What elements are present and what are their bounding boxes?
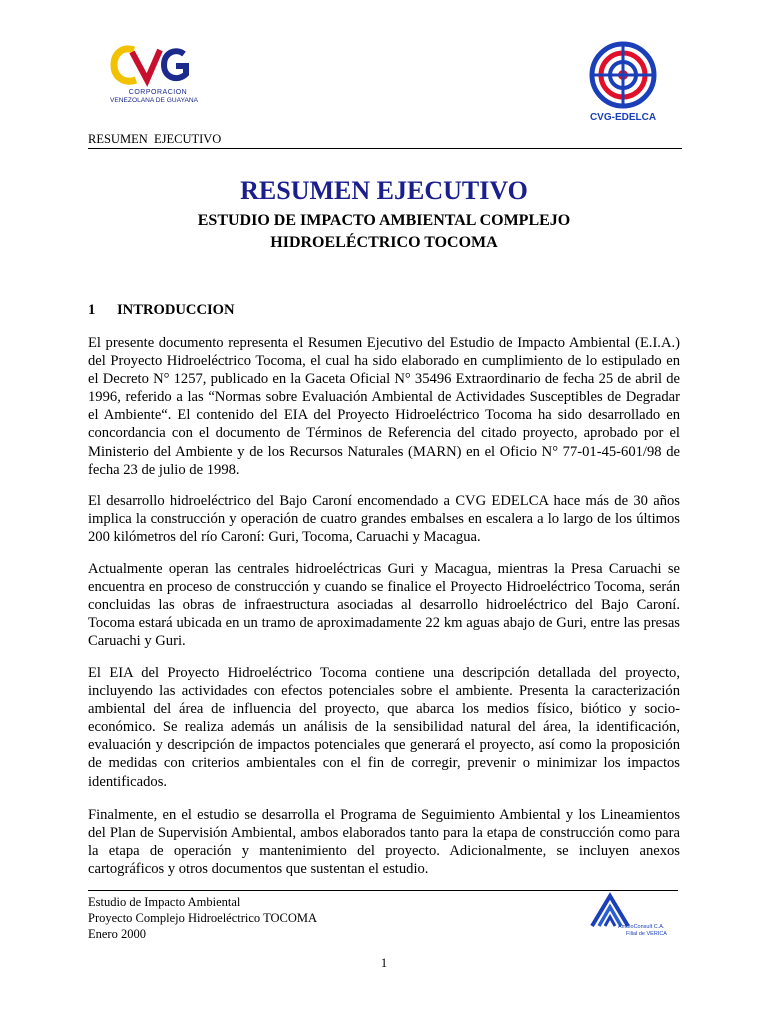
subtitle-line2: HIDROELÉCTRICO TOCOMA — [270, 234, 498, 251]
cvg-logo-line1: CORPORACION — [128, 89, 188, 96]
paragraph-1: El presente documento representa el Resumen Ejecutivo del Estudio de Impacto Ambiental (E.I.A.) del Proyecto Hidroeléctrico Tocoma, el cual ha sido elaborado en cumplimiento de lo estipulado en el Decreto N° 1257, publicado en la Gaceta Oficial N° 35496 Extraordinario de fecha 25 de abril de 1996, referido a las “Normas sobre Evaluación Ambiental de Actividades Susceptibles de Degradar el Ambiente“. El contenido del EIA del Proyecto Hidroeléctrico Tocoma ha sido desarrollado en concordancia con el documento de Términos de Referencia del citado proyecto, aprobado por el Ministerio del Ambiente y de los Recursos Naturales (MARN) en el Oficio N° 77-01-45-601/98 de fecha 23 de julio de 1998. — [88, 335, 680, 478]
footer-line3: Enero 2000 — [88, 927, 146, 941]
edelca-label: CVG-EDELCA — [589, 112, 657, 123]
section-heading: INTRODUCCION — [117, 302, 235, 318]
paragraph-2: El desarrollo hidroeléctrico del Bajo Caroní encomendado a CVG EDELCA hace más de 30 años implica la construcción y operación de cuatro grandes embalses en escalera a lo largo de los últimos 200 kilómetros del río Caroní: Guri, Tocoma, Caruachi y Macagua. — [88, 493, 680, 546]
subtitle-line1: ESTUDIO DE IMPACTO AMBIENTAL COMPLEJO — [197, 212, 571, 229]
footer-line2: Proyecto Complejo Hidroeléctrico TOCOMA — [88, 911, 318, 925]
section-number: 1 — [88, 302, 96, 318]
ambioconsult-arc-icon — [588, 892, 632, 928]
cvg-logo-mark — [92, 44, 212, 88]
page-number: 1 — [380, 956, 388, 970]
ambioconsult-logo — [588, 892, 678, 942]
paragraph-4: El EIA del Proyecto Hidroeléctrico Tocoma contiene una descripción detallada del proyecto, incluyendo las actividades con efectos potenciales sobre el ambiente. Presenta la caracterización ambiental del área de influencia del proyecto, que abarca los medios físico, biótico y socio-económico. Se realiza además un análisis de la sensibilidad natural del área, la identificación, evaluación y descripción de impactos potenciales que generará el proyecto, así como la proposición de medidas con criterios ambientales con el fin de corregir, prevenir o minimizar los impactos identificados. — [88, 665, 680, 790]
header-rule — [88, 148, 682, 149]
cvg-logo-line2: VENEZOLANA DE GUAYANA — [109, 97, 199, 104]
ambioconsult-line1: AmbioConsult C.A. — [618, 924, 665, 930]
cvg-logo — [92, 44, 212, 114]
edelca-logo — [582, 40, 672, 130]
paragraph-5: Finalmente, en el estudio se desarrolla el Programa de Seguimiento Ambiental y los Lineamientos del Plan de Supervisión Ambiental, ambos elaborados tanto para la etapa de construcción como para la etapa de operación y mantenimiento del proyecto. Adicionalmente, se incluyen anexos cartográficos y otros documentos que sustentan el estudio. — [88, 807, 680, 878]
running-title: RESUMEN EJECUTIVO — [88, 132, 222, 146]
ambioconsult-line2: Filial de VERICA — [626, 931, 667, 937]
footer-rule — [88, 890, 678, 891]
paragraph-3: Actualmente operan las centrales hidroeléctricas Guri y Macagua, mientras la Presa Caruachi se encuentra en proceso de construcción y cuando se finalice el Proyecto Hidroeléctrico Tocoma, serán concluidas las obras de infraestructura asociadas al desarrollo hidroeléctrico del Bajo Caroní. Tocoma estará ubicada en un tramo de aproximadamente 22 km aguas abajo de Guri, entre las presas Caruachi y Guri. — [88, 561, 680, 650]
page-title: RESUMEN EJECUTIVO — [240, 176, 528, 205]
edelca-target-icon — [588, 40, 658, 110]
footer-line1: Estudio de Impacto Ambiental — [88, 895, 241, 909]
